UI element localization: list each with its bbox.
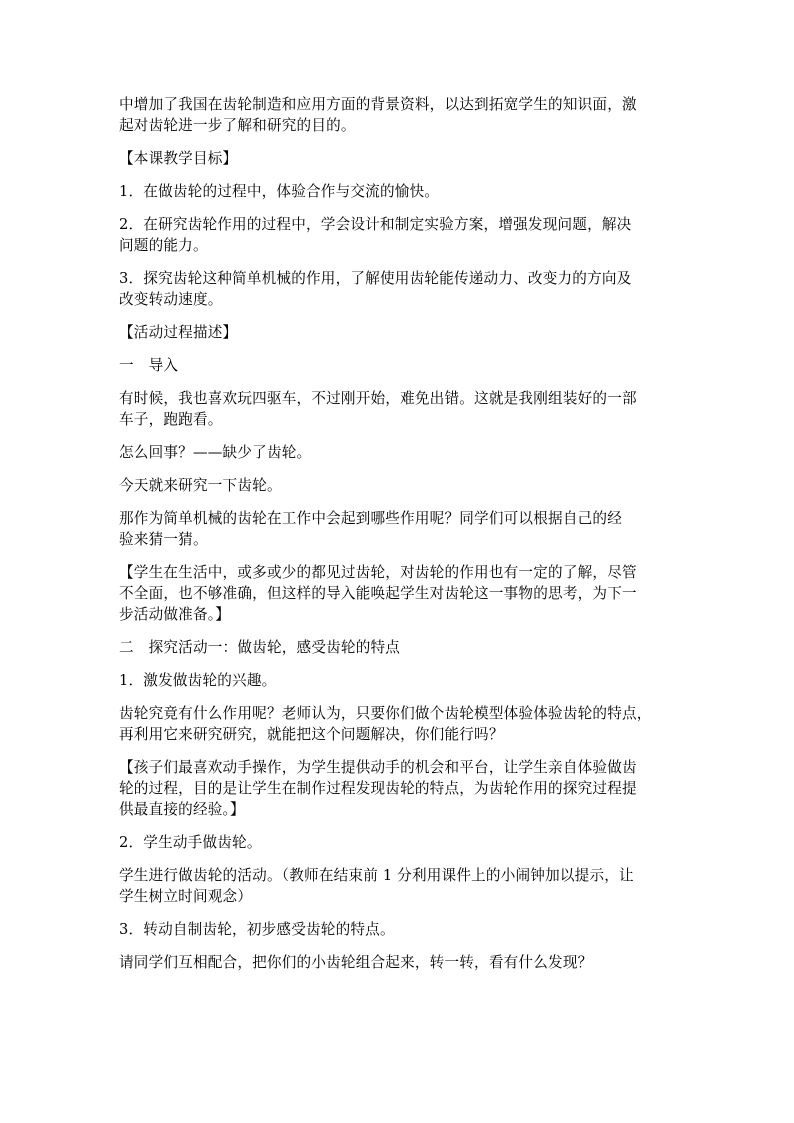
paragraph	[119, 562, 677, 625]
paragraph	[119, 832, 677, 853]
document-page	[119, 94, 677, 985]
text-line: 学生进行做齿轮的活动。（教师在结束前 1 分利用课件上的小闹钟加以提示，让	[119, 867, 634, 884]
text-line: 那作为简单机械的齿轮在工作中会起到哪些作用呢？同学们可以根据自己的经	[119, 510, 622, 527]
text-line: 怎么回事？——缺少了齿轮。	[119, 444, 312, 461]
text-line: 有时候，我也喜欢玩四驱车，不过刚开始，难免出错。这就是我刚组装好的一部	[119, 390, 637, 407]
text-line: 今天就来研究一下齿轮。	[119, 477, 282, 494]
text-line: 3．探究齿轮这种简单机械的作用，了解使用齿轮能传递动力、改变力的方向及	[119, 270, 632, 287]
paragraph	[119, 388, 677, 430]
paragraph	[119, 355, 677, 376]
text-line: 二 探究活动一：做齿轮，感受齿轮的特点	[119, 639, 401, 656]
text-line: 不全面，也不够准确，但这样的导入能唤起学生对齿轮这一事物的思考，为下一	[119, 585, 637, 602]
text-line: 轮的过程，目的是让学生在制作过程发现齿轮的特点，为齿轮作用的探究过程提	[119, 780, 637, 797]
text-line: 起对齿轮进一步了解和研究的目的。	[119, 117, 356, 134]
text-line: 车子，跑跑看。	[119, 411, 223, 428]
text-line: 再利用它来研究研究，就能把这个问题解决，你们能行吗？	[119, 726, 504, 743]
paragraph	[119, 757, 677, 820]
text-line: 2．在研究齿轮作用的过程中，学会设计和制定实验方案，增强发现问题，解决	[119, 216, 632, 233]
paragraph	[119, 322, 677, 343]
text-line: 2．学生动手做齿轮。	[119, 834, 262, 851]
text-line: 改变转动速度。	[119, 291, 223, 308]
paragraph	[119, 952, 677, 973]
text-line: 步活动做准备。】	[119, 606, 231, 623]
paragraph	[119, 703, 677, 745]
text-line: 齿轮究竟有什么作用呢？老师认为，只要你们做个齿轮模型体验体验齿轮的特点，	[119, 705, 652, 722]
text-line: 问题的能力。	[119, 237, 208, 254]
paragraph	[119, 148, 677, 169]
text-line: 请同学们互相配合，把你们的小齿轮组合起来，转一转，看有什么发现？	[119, 954, 593, 971]
paragraph	[119, 508, 677, 550]
text-line: 1．激发做齿轮的兴趣。	[119, 672, 277, 689]
paragraph	[119, 442, 677, 463]
text-line: 学生树立时间观念）	[119, 888, 253, 905]
paragraph	[119, 670, 677, 691]
paragraph	[119, 637, 677, 658]
text-line: 3．转动自制齿轮，初步感受齿轮的特点。	[119, 921, 395, 938]
paragraph	[119, 865, 677, 907]
paragraph	[119, 181, 677, 202]
paragraph	[119, 94, 677, 136]
text-line: 验来猜一猜。	[119, 531, 208, 548]
paragraph	[119, 214, 677, 256]
text-line: 一 导入	[119, 357, 179, 374]
text-line: 【学生在生活中，或多或少的都见过齿轮，对齿轮的作用也有一定的了解，尽管	[119, 564, 637, 581]
text-line: 【本课教学目标】	[119, 150, 238, 167]
paragraph	[119, 919, 677, 940]
text-line: 供最直接的经验。】	[119, 801, 245, 818]
text-line: 【孩子们最喜欢动手操作，为学生提供动手的机会和平台，让学生亲自体验做齿	[119, 759, 637, 776]
paragraph	[119, 268, 677, 310]
text-line: 中增加了我国在齿轮制造和应用方面的背景资料，以达到拓宽学生的知识面，激	[119, 96, 637, 113]
text-line: 【活动过程描述】	[119, 324, 238, 341]
text-line: 1．在做齿轮的过程中，体验合作与交流的愉快。	[119, 183, 440, 200]
paragraph	[119, 475, 677, 496]
